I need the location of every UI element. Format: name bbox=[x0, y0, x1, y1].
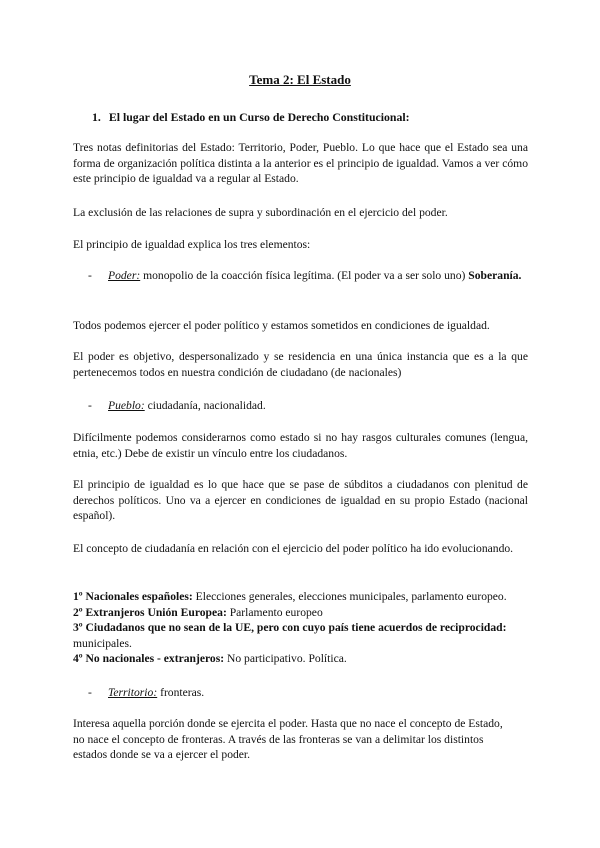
term-soberania: Soberanía. bbox=[468, 269, 522, 282]
paragraph-line: Interesa aquella porción donde se ejercita el poder. Hasta que no nace el concepto de Estado, bbox=[73, 717, 503, 730]
bullet-dash: - bbox=[88, 269, 92, 282]
paragraph-equality-elements: El principio de igualdad explica los tres elementos: bbox=[73, 238, 311, 251]
paragraph-citizenship-rights: El principio de igualdad es lo que hace que se pase de súbditos a ciudadanos con plenitud de derechos políticos. Uno va a ejercer en condiciones de igualdad en su propio Estado (nacional español). bbox=[73, 478, 528, 523]
bullet-territorio bbox=[88, 685, 528, 701]
paragraph-citizenship-evolution: El concepto de ciudadanía en relación con el ejercicio del poder político ha ido evolucionando. bbox=[73, 542, 514, 555]
term-pueblo: Pueblo: bbox=[108, 399, 145, 412]
page-title: Tema 2: El Estado bbox=[249, 72, 351, 87]
term-poder: Poder: bbox=[108, 269, 141, 282]
paragraph-cultural-traits: Difícilmente podemos considerarnos como estado si no hay rasgos culturales comunes (lengua, etnia, etc.) Debe de existir un vínculo entre los ciudadanos. bbox=[73, 431, 528, 460]
section-heading-text: El lugar del Estado en un Curso de Derecho Constitucional: bbox=[108, 110, 410, 124]
bullet-pueblo bbox=[88, 398, 528, 414]
paragraph-borders bbox=[73, 716, 528, 763]
bullet-pueblo-text: ciudadanía, nacionalidad. bbox=[144, 399, 266, 412]
bullet-territorio-text: fronteras. bbox=[157, 686, 205, 699]
paragraph-political-power: Todos podemos ejercer el poder político y estamos sometidos en condiciones de igualdad. bbox=[73, 319, 490, 332]
list-item: 4º No nacionales - extranjeros: No participativo. Política. bbox=[73, 652, 347, 666]
list-item: 2º Extranjeros Unión Europea: Parlamento europeo bbox=[73, 605, 323, 619]
paragraph-line: estados donde se va a ejercer el poder. bbox=[73, 748, 251, 762]
list-item: 1º Nacionales españoles: Elecciones generales, elecciones municipales, parlamento europeo. bbox=[73, 590, 507, 603]
participation-list bbox=[73, 589, 528, 667]
section-heading bbox=[92, 110, 410, 126]
bullet-poder bbox=[88, 268, 528, 284]
paragraph-line: no nace el concepto de fronteras. A través de las fronteras se van a delimitar los distintos bbox=[73, 732, 484, 746]
paragraph-definition: Tres notas definitorias del Estado: Territorio, Poder, Pueblo. Lo que hace que el Estado sea una forma de organización política distinta a la anterior es el principio de igualdad. Vamos a ver cómo este principio de igualdad va a regular al Estado. bbox=[73, 141, 528, 186]
paragraph-objective-power: El poder es objetivo, despersonalizado y se residencia en una única instancia que es a la que pertenecemos todos en nuestra condición de ciudadano (de nacionales) bbox=[73, 350, 528, 379]
section-number: 1. bbox=[92, 110, 101, 124]
list-item: municipales. bbox=[73, 636, 132, 650]
list-item: 3º Ciudadanos que no sean de la UE, pero con cuyo país tiene acuerdos de reciprocidad: bbox=[73, 621, 507, 635]
paragraph-exclusion: La exclusión de las relaciones de supra y subordinación en el ejercicio del poder. bbox=[73, 206, 448, 219]
bullet-dash: - bbox=[88, 686, 92, 699]
bullet-dash: - bbox=[88, 399, 92, 412]
bullet-poder-text: monopolio de la coacción física legítima. (El poder va a ser solo uno) bbox=[140, 269, 469, 282]
term-territorio: Territorio: bbox=[108, 686, 158, 699]
